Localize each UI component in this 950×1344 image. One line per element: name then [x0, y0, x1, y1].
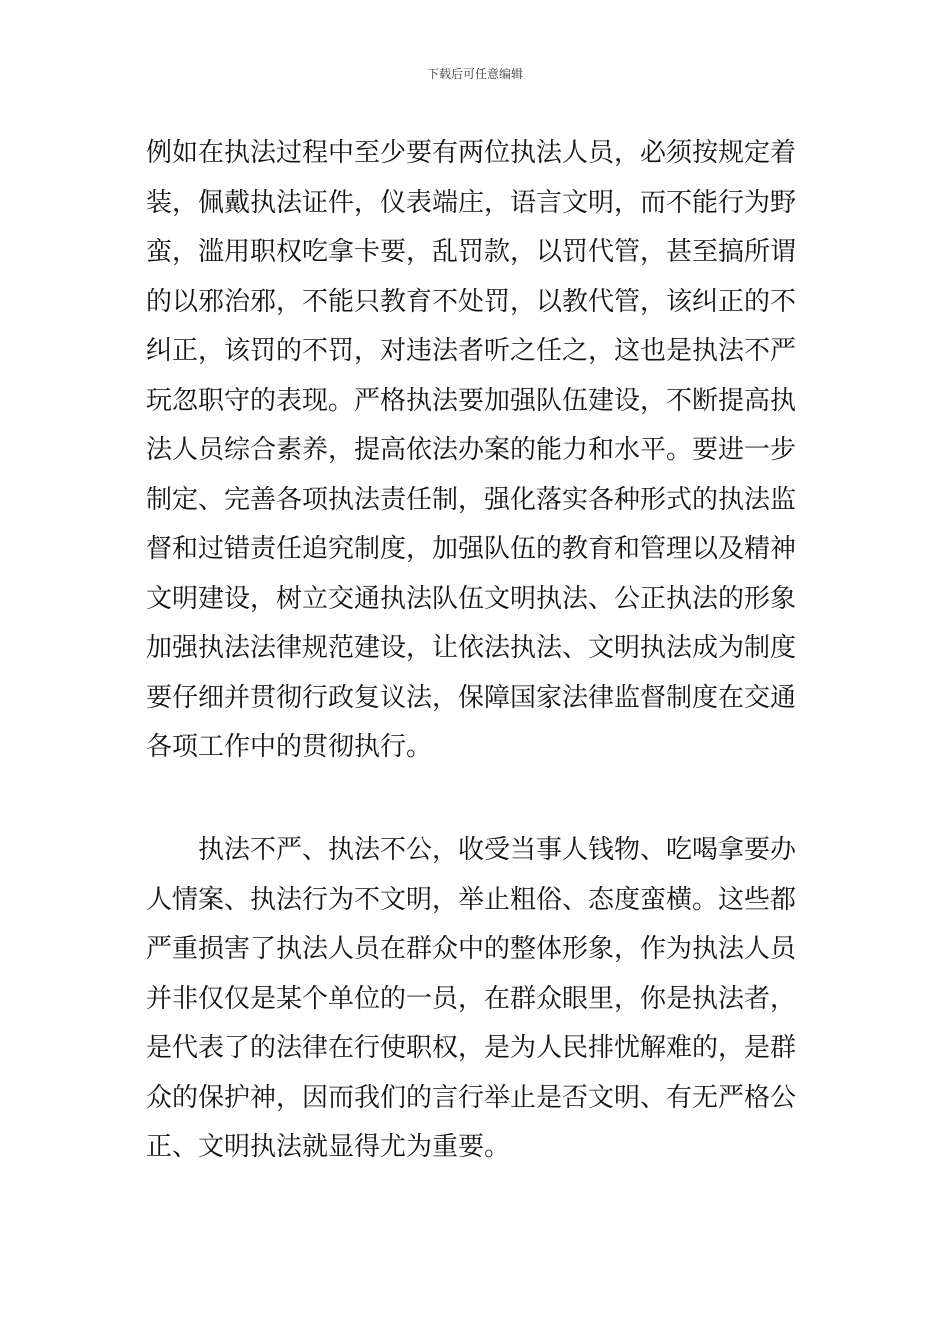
text-line: 众的保护神，因而我们的言行举止是否文明、有无严格公: [146, 1082, 797, 1113]
paragraph-2: [146, 826, 810, 1173]
text-line: 人情案、执法行为不文明，举止粗俗、态度蛮横。这些都: [146, 884, 797, 915]
text-line: 文明建设，树立交通执法队伍文明执法、公正执法的形象: [146, 583, 797, 614]
text-line: 法人员综合素养，提高依法办案的能力和水平。要进一步: [146, 435, 797, 465]
text-line: 严重损害了执法人员在群众中的整体形象，作为执法人员: [146, 934, 797, 964]
text-line: 例如在执法过程中至少要有两位执法人员，必须按规定着: [146, 138, 797, 168]
text-line: 蛮，滥用职权吃拿卡要，乱罚款，以罚代管，甚至搞所谓: [146, 237, 797, 267]
text-line: 执法不严、执法不公，收受当事人钱物、吃喝拿要办: [146, 835, 797, 865]
text-line: 玩忽职守的表现。严格执法要加强队伍建设，不断提高执: [146, 385, 797, 416]
header-note: 下载后可任意编辑: [426, 67, 523, 81]
paragraph-1: [146, 129, 810, 773]
text-line: 正、文明执法就显得尤为重要。: [146, 1132, 511, 1162]
text-line: 纠正，该罚的不罚，对违法者听之任之，这也是执法不严: [146, 336, 797, 366]
text-line: 并非仅仅是某个单位的一员，在群众眼里，你是执法者，: [146, 983, 797, 1014]
text-line: 各项工作中的贯彻执行。: [146, 732, 433, 762]
text-line: 的以邪治邪，不能只教育不处罚，以教代管，该纠正的不: [146, 286, 797, 317]
text-line: 是代表了的法律在行使职权，是为人民排忧解难的，是群: [146, 1033, 797, 1063]
text-line: 督和过错责任追究制度，加强队伍的教育和管理以及精神: [146, 534, 797, 564]
text-line: 加强执法法律规范建设，让依法执法、文明执法成为制度: [146, 633, 797, 663]
text-line: 制定、完善各项执法责任制，强化落实各种形式的执法监: [146, 484, 797, 515]
text-line: 装，佩戴执法证件，仪表端庄，语言文明，而不能行为野: [146, 187, 797, 218]
text-line: 要仔细并贯彻行政复议法，保障国家法律监督制度在交通: [146, 682, 797, 713]
